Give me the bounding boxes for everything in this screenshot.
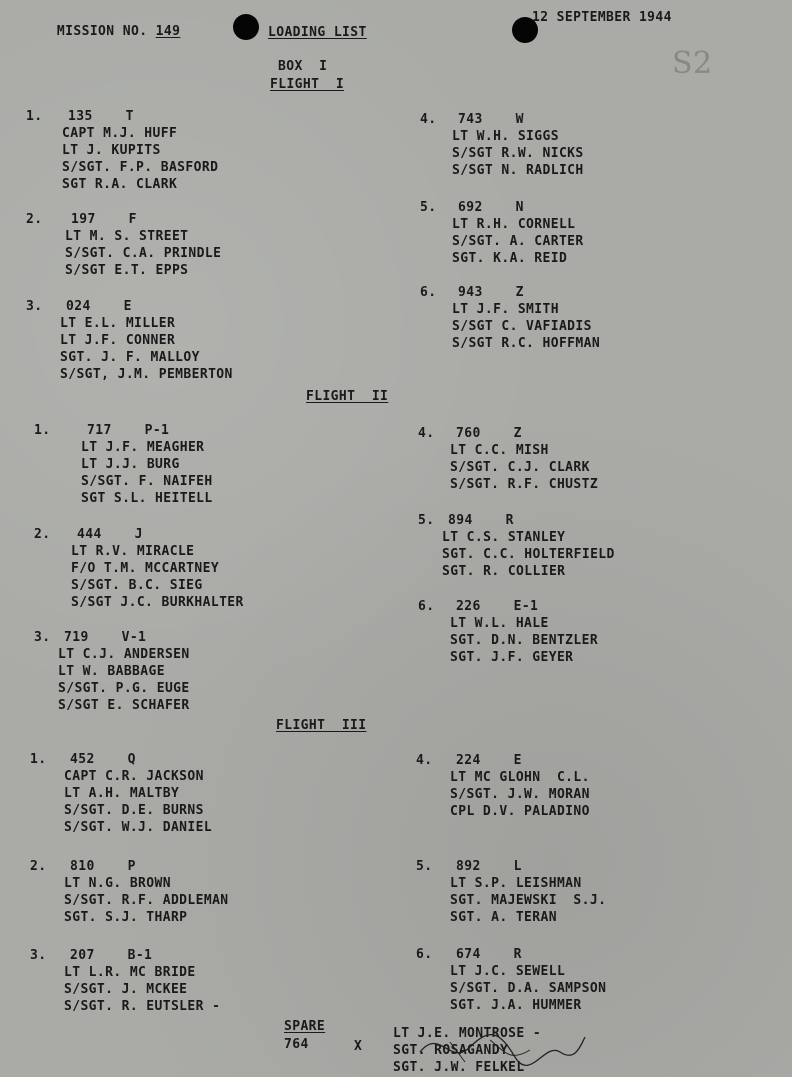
aircraft-id: 743 W [458,112,524,127]
aircraft-id: 024 E [66,299,132,314]
crew-member: LT R.V. MIRACLE [71,544,195,559]
flight-heading: FLIGHT I [270,77,345,92]
aircraft-id: 674 R [456,947,522,962]
crew-member: LT J.F. CONNER [60,333,176,348]
aircraft-position-number: 4. [416,753,433,768]
crew-member: S/SGT. B.C. SIEG [71,578,203,593]
crew-member: SGT. J.F. GEYER [450,650,574,665]
crew-member: SGT. S.J. THARP [64,910,188,925]
aircraft-position-number: 2. [34,527,51,542]
aircraft-position-number: 6. [416,947,433,962]
crew-member: LT S.P. LEISHMAN [450,876,582,891]
crew-member: SGT. C.C. HOLTERFIELD [442,547,615,562]
crew-member: S/SGT J.C. BURKHALTER [71,595,244,610]
crew-member: LT MC GLOHN C.L. [450,770,590,785]
crew-member: LT A.H. MALTBY [64,786,180,801]
spare-crew-2: SGT. ROSAGANDY [393,1043,509,1058]
crew-member: CAPT C.R. JACKSON [64,769,204,784]
crew-member: LT C.C. MISH [450,443,549,458]
spare-mark: X [354,1039,363,1054]
crew-member: S/SGT. R.F. CHUSTZ [450,477,599,492]
mission-number: MISSION NO. 149 [56,24,181,39]
crew-member: S/SGT C. VAFIADIS [452,319,592,334]
crew-member: LT W.H. SIGGS [452,129,559,144]
aircraft-position-number: 5. [418,513,435,528]
crew-member: S/SGT. P.G. EUGE [58,681,190,696]
handwritten-signature [410,1022,590,1072]
crew-member: LT E.L. MILLER [60,316,176,331]
crew-member: LT N.G. BROWN [64,876,171,891]
crew-member: SGT. MAJEWSKI S.J. [450,893,607,908]
corner-pencil-mark: S2 [672,46,713,81]
aircraft-id: 197 F [71,212,137,227]
aircraft-position-number: 1. [34,423,51,438]
aircraft-position-number: 2. [30,859,47,874]
aircraft-id: 226 E-1 [456,599,539,614]
spare-crew-1: LT J.E. MONTROSE - [393,1026,542,1041]
crew-member: LT L.R. MC BRIDE [64,965,196,980]
crew-member: SGT. K.A. REID [452,251,568,266]
crew-member: F/O T.M. MCCARTNEY [71,561,220,576]
aircraft-id: 452 Q [70,752,136,767]
crew-member: SGT. D.N. BENTZLER [450,633,599,648]
flight-heading: FLIGHT II [306,389,389,404]
aircraft-id: 760 Z [456,426,522,441]
crew-member: LT J.F. MEAGHER [81,440,205,455]
crew-member: S/SGT. D.A. SAMPSON [450,981,607,996]
aircraft-id: 444 J [77,527,143,542]
aircraft-id: 135 T [68,109,134,124]
aircraft-position-number: 3. [30,948,47,963]
crew-member: SGT. J.A. HUMMER [450,998,582,1013]
crew-member: LT R.H. CORNELL [452,217,576,232]
crew-member: S/SGT R.W. NICKS [452,146,584,161]
aircraft-id: 719 V-1 [64,630,147,645]
crew-member: SGT R.A. CLARK [62,177,178,192]
crew-member: LT J.F. SMITH [452,302,559,317]
crew-member: S/SGT. D.E. BURNS [64,803,204,818]
crew-member: LT J.C. SEWELL [450,964,566,979]
crew-member: LT W. BABBAGE [58,664,165,679]
aircraft-position-number: 3. [26,299,43,314]
aircraft-position-number: 5. [416,859,433,874]
aircraft-position-number: 5. [420,200,437,215]
crew-member: S/SGT. J.W. MORAN [450,787,590,802]
crew-member: S/SGT E. SCHAFER [58,698,190,713]
aircraft-position-number: 1. [26,109,43,124]
spare-plane: 764 [284,1037,309,1052]
crew-member: S/SGT. R. EUTSLER - [64,999,221,1014]
crew-member: S/SGT E.T. EPPS [65,263,189,278]
crew-member: S/SGT. A. CARTER [452,234,584,249]
crew-member: LT J. KUPITS [62,143,161,158]
crew-member: S/SGT N. RADLICH [452,163,584,178]
aircraft-position-number: 4. [420,112,437,127]
aircraft-id: 224 E [456,753,522,768]
crew-member: S/SGT. W.J. DANIEL [64,820,213,835]
aircraft-position-number: 1. [30,752,47,767]
page-title: LOADING LIST [268,25,367,40]
crew-member: SGT. J. F. MALLOY [60,350,200,365]
crew-member: LT M. S. STREET [65,229,189,244]
crew-member: S/SGT. F.P. BASFORD [62,160,219,175]
crew-member: LT C.S. STANLEY [442,530,566,545]
aircraft-id: 810 P [70,859,136,874]
aircraft-id: 943 Z [458,285,524,300]
flight-heading: FLIGHT III [276,718,367,733]
spare-crew-3: SGT. J.W. FELKEL [393,1060,525,1075]
aircraft-id: 692 N [458,200,524,215]
crew-member: S/SGT. C.A. PRINDLE [65,246,222,261]
crew-member: SGT S.L. HEITELL [81,491,213,506]
box-label: BOX I [278,59,328,74]
crew-member: CAPT M.J. HUFF [62,126,178,141]
crew-member: LT J.J. BURG [81,457,180,472]
aircraft-id: 207 B-1 [70,948,153,963]
crew-member: S/SGT. R.F. ADDLEMAN [64,893,229,908]
crew-member: SGT. A. TERAN [450,910,557,925]
crew-member: S/SGT R.C. HOFFMAN [452,336,601,351]
aircraft-position-number: 2. [26,212,43,227]
aircraft-position-number: 6. [418,599,435,614]
crew-member: LT W.L. HALE [450,616,549,631]
aircraft-id: 892 L [456,859,522,874]
crew-member: SGT. R. COLLIER [442,564,566,579]
aircraft-position-number: 3. [34,630,51,645]
crew-member: CPL D.V. PALADINO [450,804,590,819]
aircraft-position-number: 6. [420,285,437,300]
crew-member: LT C.J. ANDERSEN [58,647,190,662]
aircraft-position-number: 4. [418,426,435,441]
punch-hole-left [233,14,259,40]
document-date: 12 SEPTEMBER 1944 [532,10,672,25]
crew-member: S/SGT. J. MCKEE [64,982,188,997]
crew-member: S/SGT. C.J. CLARK [450,460,590,475]
spare-label: SPARE [284,1019,326,1034]
crew-member: S/SGT. F. NAIFEH [81,474,213,489]
aircraft-id: 717 P-1 [87,423,170,438]
aircraft-id: 894 R [448,513,514,528]
crew-member: S/SGT, J.M. PEMBERTON [60,367,233,382]
